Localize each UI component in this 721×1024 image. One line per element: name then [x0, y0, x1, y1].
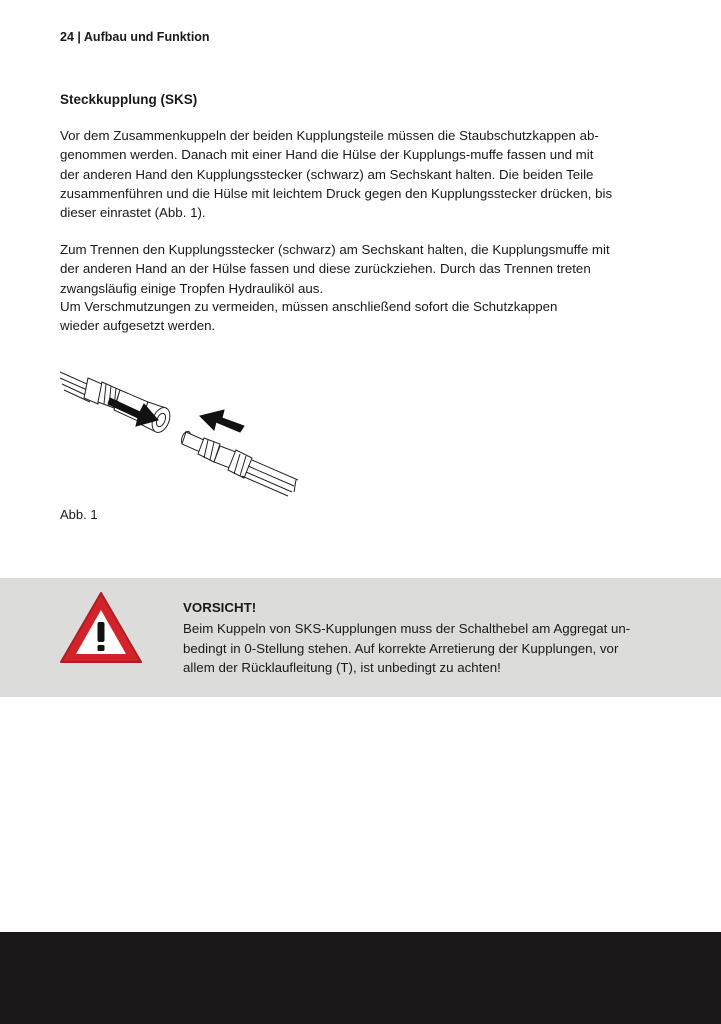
text-line: wieder aufgesetzt werden. [60, 318, 216, 334]
section-title: Steckkupplung (SKS) [60, 92, 198, 107]
text-line: Um Verschmutzungen zu vermeiden, müssen anschließend sofort die Schutzkappen [60, 299, 558, 314]
page-header [60, 30, 210, 44]
text-line: zusammenführen und die Hülse mit leichtem Druck gegen den Kupplungsstecker drücken, bis [60, 185, 613, 201]
warning-text [183, 619, 673, 678]
warning-title: VORSICHT! [183, 600, 257, 615]
paragraph-coupling [60, 126, 665, 222]
text-line: Vor dem Zusammenkuppeln der beiden Kupplungsteile müssen die Staubschutzkappen ab- [60, 128, 599, 143]
header-section-title: Aufbau und Funktion [83, 30, 210, 44]
text-line: der anderen Hand den Kupplungsstecker (schwarz) am Sechskant halten. Die beiden Teile [60, 166, 594, 182]
text-line: Zum Trennen den Kupplungsstecker (schwarz) am Sechskant halten, die Kupplungsmuffe mit [60, 242, 610, 257]
paragraph-separating [60, 240, 665, 298]
warning-triangle-icon [58, 590, 144, 666]
page-number: 24 [60, 30, 74, 44]
paragraph-contamination [60, 297, 665, 336]
text-line: allem der Rücklaufleitung (T), ist unbedingt zu achten! [183, 660, 501, 675]
text-line: genommen werden. Danach mit einer Hand die Hülse der Kupplungs-muffe fassen und mit [60, 147, 594, 163]
figure-caption: Abb. 1 [60, 507, 98, 522]
footer-bar [0, 932, 721, 1024]
coupling-illustration [58, 362, 308, 502]
header-separator: | [77, 30, 81, 44]
plug-lower-icon [180, 430, 298, 496]
text-line: Beim Kuppeln von SKS-Kupplungen muss der Schalthebel am Aggregat un- [183, 621, 631, 636]
text-line: der anderen Hand an der Hülse fassen und diese zurückziehen. Durch das Trennen treten [60, 261, 591, 277]
arrow-up-left-icon [200, 410, 244, 432]
text-line: zwangsläufig einige Tropfen Hydrauliköl aus. [60, 280, 324, 296]
text-line: bedingt in 0-Stellung stehen. Auf korrekte Arretierung der Kupplungen, vor [183, 640, 619, 656]
text-line: dieser einrastet (Abb. 1). [60, 205, 206, 221]
